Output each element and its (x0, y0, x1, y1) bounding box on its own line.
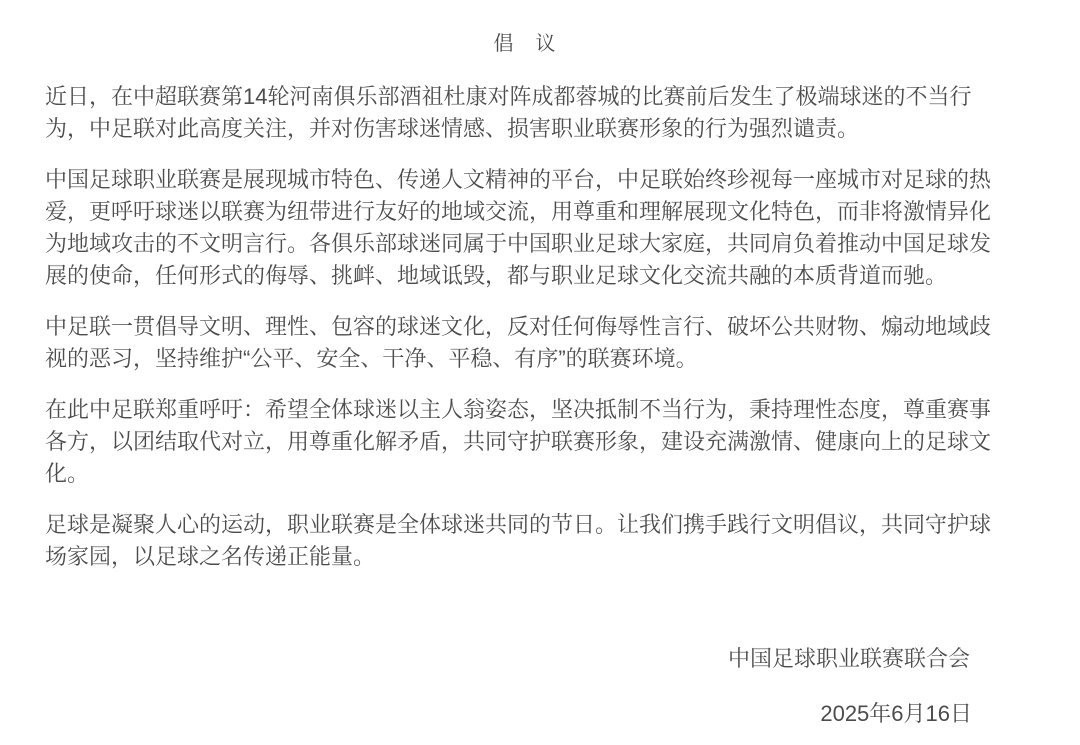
signature: 中国足球职业联赛联合会 (727, 646, 970, 671)
document-body (45, 81, 1020, 573)
document-title: 倡 议 (493, 33, 557, 55)
paragraph-4: 在此中足联郑重呼吁：希望全体球迷以主人翁姿态，坚决抵制不当行为，秉持理性态度，尊重赛事各方，以团结取代对立，用尊重化解矛盾，共同守护联赛形象，建设充满激情、健康向上的足球文化。 (45, 397, 992, 486)
paragraph-5: 足球是凝聚人心的运动，职业联赛是全体球迷共同的节日。让我们携手践行文明倡议，共同守护球场家园，以足球之名传递正能量。 (45, 512, 992, 569)
paragraph-1: 近日，在中超联赛第14轮河南俱乐部酒祖杜康对阵成都蓉城的比赛前后发生了极端球迷的不当行为，中足联对此高度关注，并对伤害球迷情感、损害职业联赛形象的行为强烈谴责。 (45, 84, 972, 141)
paragraph-3: 中足联一贯倡导文明、理性、包容的球迷文化，反对任何侮辱性言行、破坏公共财物、煽动地域歧视的恶习，坚持维护“公平、安全、干净、平稳、有序”的联赛环境。 (45, 314, 992, 371)
date-line: 2025年6月16日 (820, 701, 972, 726)
paragraph-2: 中国足球职业联赛是展现城市特色、传递人文精神的平台，中足联始终珍视每一座城市对足球的热爱，更呼吁球迷以联赛为纽带进行友好的地域交流，用尊重和理解展现文化特色，而非将激情异化为地域攻击的不文明言行。各俱乐部球迷同属于中国职业足球大家庭，共同肩负着推动中国足球发展的使命，任何形式的侮辱、挑衅、地域诋毁，都与职业足球文化交流共融的本质背道而驰。 (45, 167, 992, 288)
